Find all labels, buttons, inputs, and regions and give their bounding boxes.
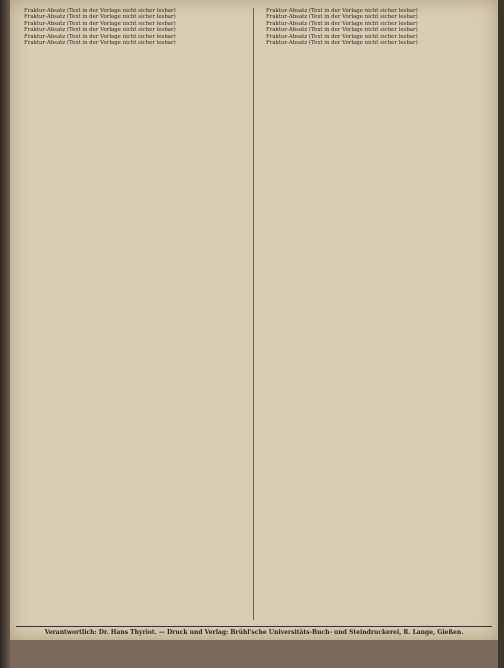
text-column-left: [16, 8, 248, 624]
paragraph: Fraktur-Absatz (Text in der Vorlage nicht sicher lesbar): [24, 8, 176, 14]
newspaper-page: [10, 0, 498, 640]
paragraph: Fraktur-Absatz (Text in der Vorlage nicht sicher lesbar): [24, 40, 176, 47]
underlying-page-strip: [10, 640, 498, 668]
paragraph: Fraktur-Absatz (Text in der Vorlage nicht sicher lesbar): [24, 14, 176, 21]
page-edge-shadow: [498, 0, 504, 668]
paragraph: Fraktur-Absatz (Text in der Vorlage nicht sicher lesbar): [24, 27, 176, 34]
footer-rule: [16, 626, 492, 627]
text-column-right: [258, 8, 490, 624]
publisher-imprint: Verantwortlich: Dr. Hans Thyriot. — Druck und Verlag: Brühl'sche Universitäts-Buch- und Steindruckerei, R. Lange, Gießen.: [44, 629, 464, 636]
paragraph: Fraktur-Absatz (Text in der Vorlage nicht sicher lesbar): [266, 27, 418, 34]
paragraph: Fraktur-Absatz (Text in der Vorlage nicht sicher lesbar): [266, 14, 418, 21]
paragraph: Fraktur-Absatz (Text in der Vorlage nicht sicher lesbar): [24, 20, 176, 27]
paragraph: Fraktur-Absatz (Text in der Vorlage nicht sicher lesbar): [24, 33, 176, 40]
paragraph: Fraktur-Absatz (Text in der Vorlage nicht sicher lesbar): [266, 33, 418, 40]
column-divider: [253, 8, 254, 620]
book-binding-edge: [0, 0, 10, 668]
paragraph: Fraktur-Absatz (Text in der Vorlage nicht sicher lesbar): [266, 8, 418, 14]
paragraph: Fraktur-Absatz (Text in der Vorlage nicht sicher lesbar): [266, 20, 418, 27]
paragraph: Fraktur-Absatz (Text in der Vorlage nicht sicher lesbar): [266, 40, 418, 47]
